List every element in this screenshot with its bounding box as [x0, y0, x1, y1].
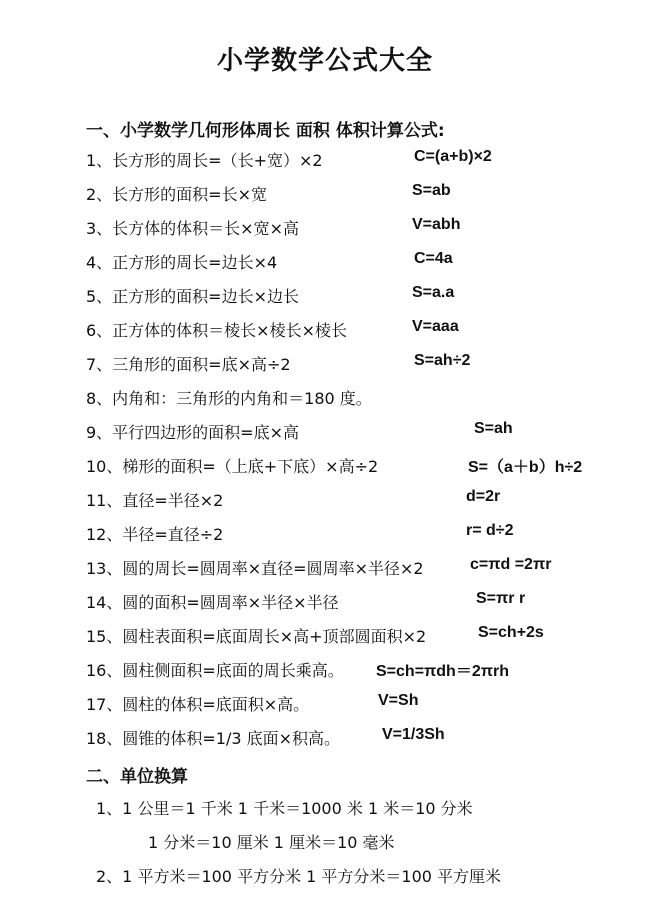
- formula-row: [86, 216, 646, 240]
- formula-expression: V=aaa: [412, 318, 459, 335]
- formula-expression: S=ch=πdh＝2πrh: [376, 663, 509, 680]
- formula-expression: S=ch+2s: [478, 624, 544, 641]
- section-heading-formulas: 一、小学数学几何形体周长 面积 体积计算公式:: [86, 121, 445, 141]
- formula-row: [86, 522, 646, 546]
- formula-expression: S=ah÷2: [414, 352, 471, 369]
- formula-row: [86, 556, 646, 580]
- formula-row: [86, 182, 646, 206]
- formula-description: 17、圆柱的体积=底面积×高。: [86, 695, 310, 714]
- section-heading-units: 二、单位换算: [86, 767, 188, 787]
- formula-description: 5、正方形的面积=边长×边长: [86, 287, 299, 306]
- formula-description: 8、内角和：三角形的内角和＝180 度。: [86, 389, 372, 408]
- formula-expression: C=(a+b)×2: [414, 148, 492, 165]
- formula-row: [86, 590, 646, 614]
- formula-expression: S=ah: [474, 420, 513, 437]
- formula-row: [86, 386, 646, 410]
- unit-conversion-line: 2、1 平方米＝100 平方分米 1 平方分米＝100 平方厘米: [96, 867, 502, 886]
- formula-description: 3、长方体的体积＝长×宽×高: [86, 219, 299, 238]
- formula-expression: S=a.a: [412, 284, 455, 301]
- formula-row: [86, 488, 646, 512]
- formula-description: 12、半径=直径÷2: [86, 525, 224, 544]
- formula-description: 6、正方体的体积＝棱长×棱长×棱长: [86, 321, 347, 340]
- formula-expression: c=πd =2πr: [470, 556, 552, 573]
- formula-row: [86, 284, 646, 308]
- formula-row: [86, 420, 646, 444]
- formula-row: [86, 726, 646, 750]
- formula-description: 13、圆的周长=圆周率×直径=圆周率×半径×2: [86, 559, 424, 578]
- formula-row: [86, 250, 646, 274]
- formula-row: [86, 692, 646, 716]
- unit-conversion-line: 1、1 公里＝1 千米 1 千米＝1000 米 1 米＝10 分米: [96, 799, 473, 818]
- formula-row: [86, 454, 646, 478]
- formula-description: 9、平行四边形的面积=底×高: [86, 423, 299, 442]
- formula-description: 7、三角形的面积=底×高÷2: [86, 355, 291, 374]
- formula-description: 10、梯形的面积=（上底+下底）×高÷2: [86, 457, 379, 476]
- formula-row: [86, 318, 646, 342]
- formula-expression: C=4a: [414, 250, 453, 267]
- formula-row: [86, 352, 646, 376]
- formula-description: 4、正方形的周长=边长×4: [86, 253, 278, 272]
- formula-description: 2、长方形的面积=长×宽: [86, 185, 267, 204]
- formula-expression: d=2r: [466, 488, 501, 505]
- formula-row: [86, 624, 646, 648]
- formula-expression: r= d÷2: [466, 522, 514, 539]
- formula-description: 16、圆柱侧面积=底面的周长乘高。: [86, 661, 344, 680]
- formula-expression: S=（a＋b）h÷2: [468, 459, 583, 476]
- formula-expression: V=abh: [412, 216, 461, 233]
- formula-expression: V=Sh: [378, 692, 419, 709]
- formula-expression: S=πr r: [476, 590, 526, 607]
- formula-description: 1、长方形的周长=（长+宽）×2: [86, 151, 323, 170]
- formula-description: 18、圆锥的体积=1/3 底面×积高。: [86, 729, 341, 748]
- formula-expression: S=ab: [412, 182, 451, 199]
- page-title: 小学数学公式大全: [216, 46, 433, 76]
- formula-row: [86, 658, 646, 682]
- formula-description: 11、直径=半径×2: [86, 491, 224, 510]
- formula-description: 15、圆柱表面积=底面周长×高+顶部圆面积×2: [86, 627, 427, 646]
- formula-expression: V=1/3Sh: [382, 726, 445, 743]
- formula-row: [86, 148, 646, 172]
- formula-description: 14、圆的面积=圆周率×半径×半径: [86, 593, 339, 612]
- unit-conversion-line: 1 分米＝10 厘米 1 厘米＝10 毫米: [148, 833, 395, 852]
